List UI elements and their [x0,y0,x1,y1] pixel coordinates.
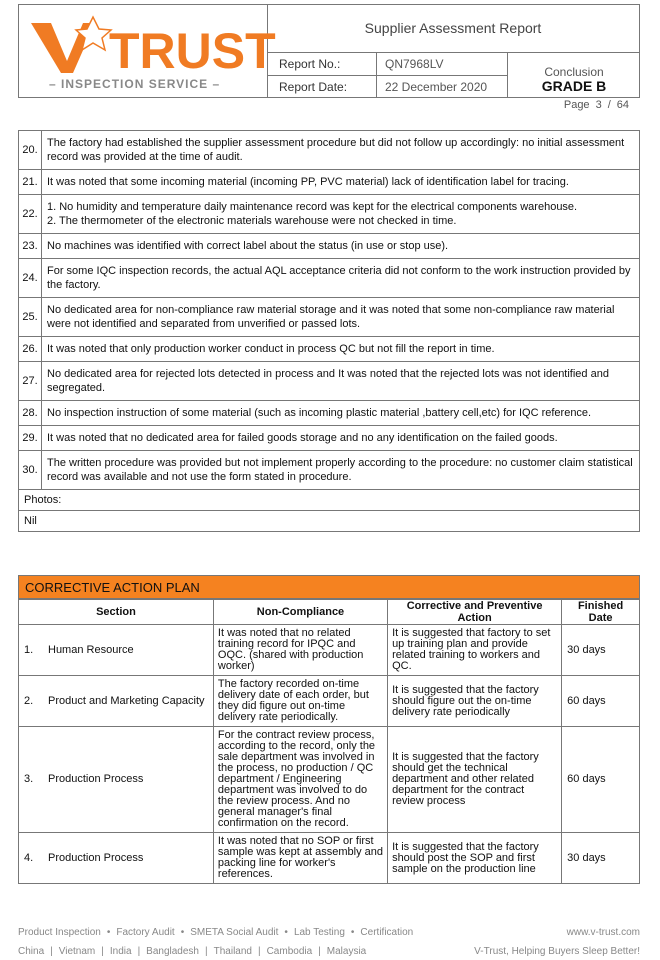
cap-row-number: 3. [24,773,34,785]
finding-row [19,451,640,490]
corrective-action-plan-title: CORRECTIVE ACTION PLAN [18,575,640,599]
report-date-row [267,76,507,98]
footer-countries [18,946,640,957]
footer-country: India [109,946,132,957]
finding-number: 28. [19,401,42,426]
cap-corrective-action: It is suggested that factory to set up training plan and provide related training to workers and QC. [388,625,562,676]
cap-section [19,727,214,833]
cap-section-name: Production Process [48,773,144,785]
cap-noncompliance: The factory recorded on-time delivery date of each order, but they did figure out on-time delivery rate periodically. [213,676,387,727]
countries-list [18,946,366,957]
footer-country: Malaysia [326,946,367,957]
finding-row [19,195,640,234]
footer-country: Bangladesh [146,946,199,957]
finding-number: 24. [19,259,42,298]
cap-section-name: Human Resource [48,643,134,656]
cap-row [19,676,640,727]
report-date-label: Report Date: [267,76,377,98]
footer-service: SMETA Social Audit [190,927,279,938]
report-no-label: Report No.: [267,53,377,75]
cap-noncompliance: It was noted that no related training record for IPQC and OQC. (shared with production worker) [213,625,387,676]
finding-number: 25. [19,298,42,337]
finding-row [19,362,640,401]
page-label: Page [563,99,590,111]
finding-row [19,259,640,298]
cap-noncompliance: It was noted that no SOP or first sample was kept at assembly and packing line for worker's references. [213,833,387,884]
vtrust-logo [29,15,276,79]
photos-label-row [19,490,640,511]
cap-section [19,833,214,884]
photos-label: Photos: [19,490,640,511]
photos-value-row [19,511,640,532]
corrective-action-table [18,599,640,884]
footer-country: Thailand [213,946,252,957]
footer-country: Vietnam [58,946,96,957]
finding-row [19,426,640,451]
cap-row-number: 1. [24,643,34,656]
finding-number: 29. [19,426,42,451]
finding-text: No inspection instruction of some material (such as incoming plastic material ,battery cell,etc) for IQC reference. [42,401,640,426]
report-header [18,4,640,98]
footer-divider: | [50,946,53,957]
footer-bullet: • [106,927,111,938]
finding-row [19,170,640,195]
footer-divider: | [205,946,208,957]
cap-row [19,625,640,676]
cap-corrective-action: It is suggested that the factory should post the SOP and first sample on the production line [388,833,562,884]
logo-subtitle: – INSPECTION SERVICE – [49,77,221,91]
footer-service: Factory Audit [116,927,175,938]
photos-value: Nil [19,511,640,532]
logo-cell [19,5,276,97]
conclusion-cell [507,53,640,97]
cap-row [19,727,640,833]
cap-header-finished-date: Finished Date [562,600,640,625]
finding-number: 23. [19,234,42,259]
footer-divider: | [257,946,261,957]
page-current: 3 [595,99,602,111]
cap-noncompliance: For the contract review process, according to the record, only the sale department was involved in the process, no production / QC department / Engineering department was involved to do the review process. And no general manager's final confirmation on the record. [213,727,387,833]
footer-country: Cambodia [266,946,313,957]
footer-service: Lab Testing [293,927,345,938]
finding-row [19,337,640,362]
footer-country: China [18,946,45,957]
finding-number: 27. [19,362,42,401]
finding-text: It was noted that some incoming material (incoming PP, PVC material) lack of identification label for tracing. [42,170,640,195]
cap-header-section: Section [19,600,214,625]
cap-corrective-action: It is suggested that the factory should figure out the on-time delivery rate periodically [388,676,562,727]
conclusion-grade: GRADE B [541,78,607,94]
finding-row [19,234,640,259]
finding-text: The written procedure was provided but not implement properly according to the procedure: no customer claim statistical record was available and not use the form stated in procedure. [42,451,640,490]
cap-row [19,833,640,884]
finding-row [19,131,640,170]
footer-service: Product Inspection [18,927,101,938]
cap-section [19,625,214,676]
finding-text: For some IQC inspection records, the actual AQL acceptance criteria did not conform to the work instruction provided by the factory. [42,259,640,298]
report-no-row [267,53,507,76]
cap-row-number: 4. [24,851,34,864]
report-title: Supplier Assessment Report [267,5,639,53]
finding-number: 30. [19,451,42,490]
cap-header-row [19,600,640,625]
footer-bullet: • [284,927,288,938]
footer-website[interactable]: www.v-trust.com [566,927,640,938]
report-no-value: QN7968LV [385,57,444,71]
cap-header-action: Corrective and Preventive Action [388,600,562,625]
footer-divider: | [137,946,141,957]
svg-text:TRUST: TRUST [109,23,276,79]
finding-row [19,298,640,337]
conclusion-label: Conclusion [544,65,604,79]
footer-slogan: V-Trust, Helping Buyers Sleep Better! [474,946,640,957]
cap-section-name: Product and Marketing Capacity [48,694,205,707]
finding-number: 26. [19,337,42,362]
finding-row [19,401,640,426]
cap-finished-date: 60 days [562,676,640,727]
report-date-value: 22 December 2020 [385,80,488,94]
cap-finished-date: 30 days [562,625,640,676]
cap-section [19,676,214,727]
finding-number: 21. [19,170,42,195]
footer-service: Certification [360,927,414,938]
finding-text: No dedicated area for rejected lots detected in process and It was noted that the rejected lots was not identified and segregated. [42,362,640,401]
page-number [561,99,632,111]
finding-text: No dedicated area for non-compliance raw material storage and it was noted that some non-compliance raw material were not identified and separated from unverified or passed lots. [42,298,640,337]
cap-header-noncompliance: Non-Compliance [213,600,387,625]
cap-section-name: Production Process [48,851,144,864]
footer-bullet: • [180,927,185,938]
cap-finished-date: 30 days [562,833,640,884]
footer-divider: | [318,946,321,957]
footer-divider: | [101,946,104,957]
finding-number: 20. [19,131,42,170]
findings-table [18,130,640,532]
page-sep: / [607,99,611,111]
page-total: 64 [616,99,629,111]
finding-text: No machines was identified with correct label about the status (in use or stop use). [42,234,640,259]
finding-text: It was noted that only production worker conduct in process QC but not fill the report in time. [42,337,640,362]
finding-text: The factory had established the supplier assessment procedure but did not follow up accordingly: no initial assessment record was provided at the time of audit. [42,131,640,170]
services-list [18,927,413,938]
finding-text: It was noted that no dedicated area for failed goods storage and no any identification on the failed goods. [42,426,640,451]
cap-finished-date: 60 days [562,727,640,833]
finding-number: 22. [19,195,42,234]
footer-bullet: • [350,927,355,938]
cap-row-number: 2. [24,694,34,707]
cap-corrective-action: It is suggested that the factory should get the technical department and other related department for the contract review process [388,727,562,833]
finding-text: 1. No humidity and temperature daily maintenance record was kept for the electrical components warehouse. 2. The thermometer of the electronic materials warehouse were not checked in time. [42,195,640,234]
footer-services [18,927,640,938]
